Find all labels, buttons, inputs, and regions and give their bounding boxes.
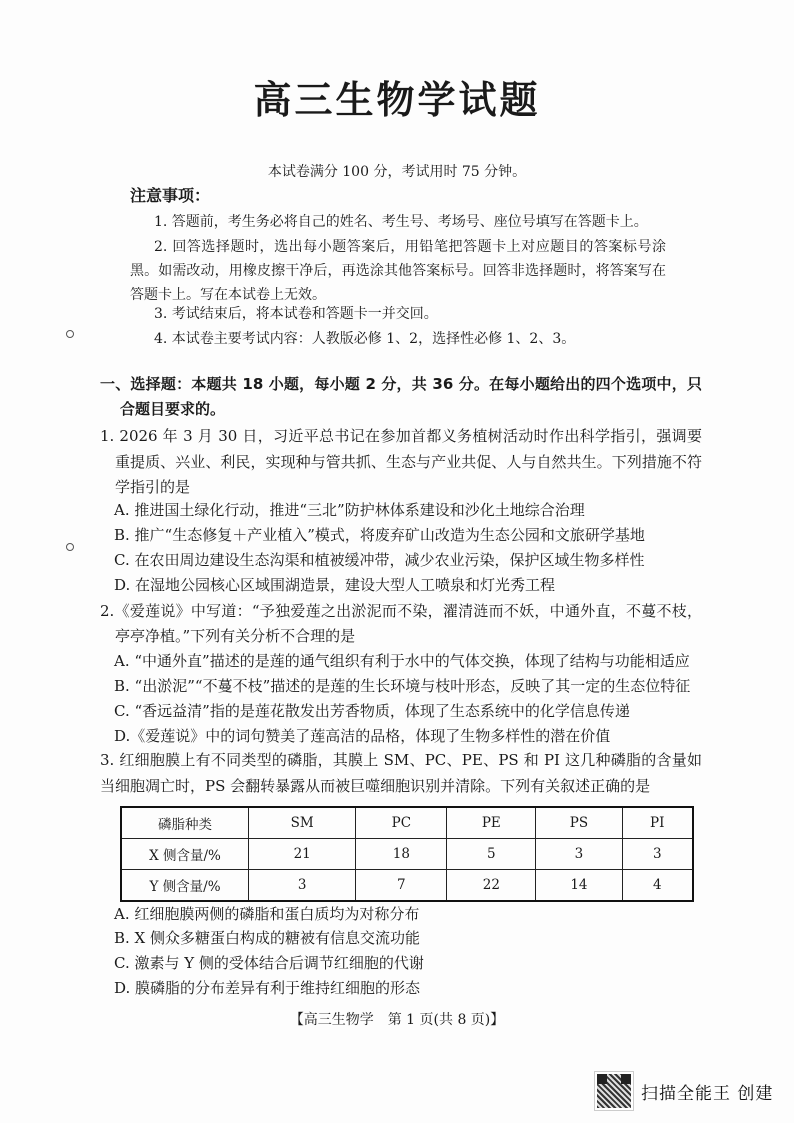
option-a: A. 推进国土绿化行动，推进“三北”防护林体系建设和沙化土地综合治理	[114, 501, 585, 519]
qr-code-icon	[595, 1072, 633, 1110]
option-b: B. X 侧众多糖蛋白构成的糖被有信息交流功能	[114, 929, 421, 947]
phospholipid-table	[120, 806, 694, 902]
scanner-watermark	[595, 1072, 773, 1110]
table-row	[121, 839, 693, 870]
table-cell: 3	[622, 839, 693, 870]
table-cell: 18	[356, 839, 447, 870]
question-stem: 当细胞凋亡时，PS 会翻转暴露从而被巨噬细胞识别并清除。下列有关叙述正确的是	[100, 777, 651, 795]
notice-line: 黑。如需改动，用橡皮擦干净后，再选涂其他答案标号。回答非选择题时，将答案写在	[130, 263, 666, 279]
option-d: D. 在湿地公园核心区域围湖造景，建设大型人工喷泉和灯光秀工程	[114, 576, 556, 594]
table-cell: Y 侧含量/%	[121, 870, 249, 902]
question-stem: 3. 红细胞膜上有不同类型的磷脂，其膜上 SM、PC、PE、PS 和 PI 这几种磷脂的含量如	[100, 751, 702, 769]
table-cell: 4	[622, 870, 693, 902]
page-footer: 【高三生物学 第 1 页(共 8 页)】	[289, 1012, 505, 1028]
table-cell: 3	[249, 870, 356, 902]
table-row	[121, 870, 693, 902]
notice-line: 4. 本试卷主要考试内容：人教版必修 1、2，选择性必修 1、2、3。	[154, 331, 576, 347]
table-header-cell: PE	[447, 807, 536, 839]
table-cell: 7	[356, 870, 447, 902]
table-header-cell: PS	[536, 807, 622, 839]
option-a: A. “中通外直”描述的是莲的通气组织有利于水中的气体交换，体现了结构与功能相适应	[114, 652, 690, 670]
option-c: C. 激素与 Y 侧的受体结合后调节红细胞的代谢	[114, 954, 424, 972]
table-cell: X 侧含量/%	[121, 839, 249, 870]
table-cell: 3	[536, 839, 622, 870]
table-cell: 14	[536, 870, 622, 902]
question-stem: 亭亭净植。”下列有关分析不合理的是	[115, 627, 356, 645]
question-stem: 2.《爱莲说》中写道：“予独爱莲之出淤泥而不染，濯清涟而不妖，中通外直，不蔓不枝，	[100, 602, 702, 620]
notice-line: 3. 考试结束后，将本试卷和答题卡一并交回。	[154, 306, 438, 322]
binding-hole	[66, 543, 74, 551]
notice-line: 2. 回答选择题时，选出每小题答案后，用铅笔把答题卡上对应题目的答案标号涂	[154, 239, 666, 255]
table-cell: 21	[249, 839, 356, 870]
option-b: B. 推广“生态修复＋产业植入”模式，将废弃矿山改造为生态公园和文旅研学基地	[114, 526, 645, 544]
option-d: D. 膜磷脂的分布差异有利于维持红细胞的形态	[114, 979, 421, 997]
question-stem: 重提质、兴业、利民，实现种与管共抓、生态与产业共促、人与自然共生。下列措施不符	[115, 453, 702, 471]
notice-heading: 注意事项：	[130, 186, 211, 205]
section-heading: 合题目要求的。	[120, 400, 226, 418]
table-cell: 5	[447, 839, 536, 870]
watermark-text: 扫描全能王 创建	[641, 1083, 774, 1104]
option-b: B. “出淤泥”“不蔓不枝”描述的是莲的生长环境与枝叶形态，反映了其一定的生态位特征	[114, 677, 691, 695]
exam-info: 本试卷满分 100 分，考试用时 75 分钟。	[267, 164, 527, 180]
binding-hole	[66, 330, 74, 338]
notice-line: 答题卡上。写在本试卷上无效。	[130, 287, 326, 303]
table-header-cell: PI	[622, 807, 693, 839]
option-d: D.《爱莲说》中的词句赞美了莲高洁的品格，体现了生物多样性的潜在价值	[114, 727, 611, 745]
notice-line: 1. 答题前，考生务必将自己的姓名、考生号、考场号、座位号填写在答题卡上。	[154, 214, 648, 230]
table-header-cell: PC	[356, 807, 447, 839]
section-heading: 一、选择题：本题共 18 小题，每小题 2 分，共 36 分。在每小题给出的四个选项中，只	[100, 375, 702, 393]
table-header-cell: 磷脂种类	[121, 807, 249, 839]
question-stem: 学指引的是	[115, 478, 191, 496]
option-c: C. “香远益清”指的是莲花散发出芳香物质，体现了生态系统中的化学信息传递	[114, 702, 630, 720]
option-c: C. 在农田周边建设生态沟渠和植被缓冲带，减少农业污染，保护区域生物多样性	[114, 551, 645, 569]
table-header-cell: SM	[249, 807, 356, 839]
table-cell: 22	[447, 870, 536, 902]
page-title: 高三生物学试题	[253, 78, 541, 122]
question-stem: 1. 2026 年 3 月 30 日，习近平总书记在参加首都义务植树活动时作出科学指引，强调要	[100, 427, 702, 445]
option-a: A. 红细胞膜两侧的磷脂和蛋白质均为对称分布	[114, 905, 420, 923]
table-header-row	[121, 807, 693, 839]
